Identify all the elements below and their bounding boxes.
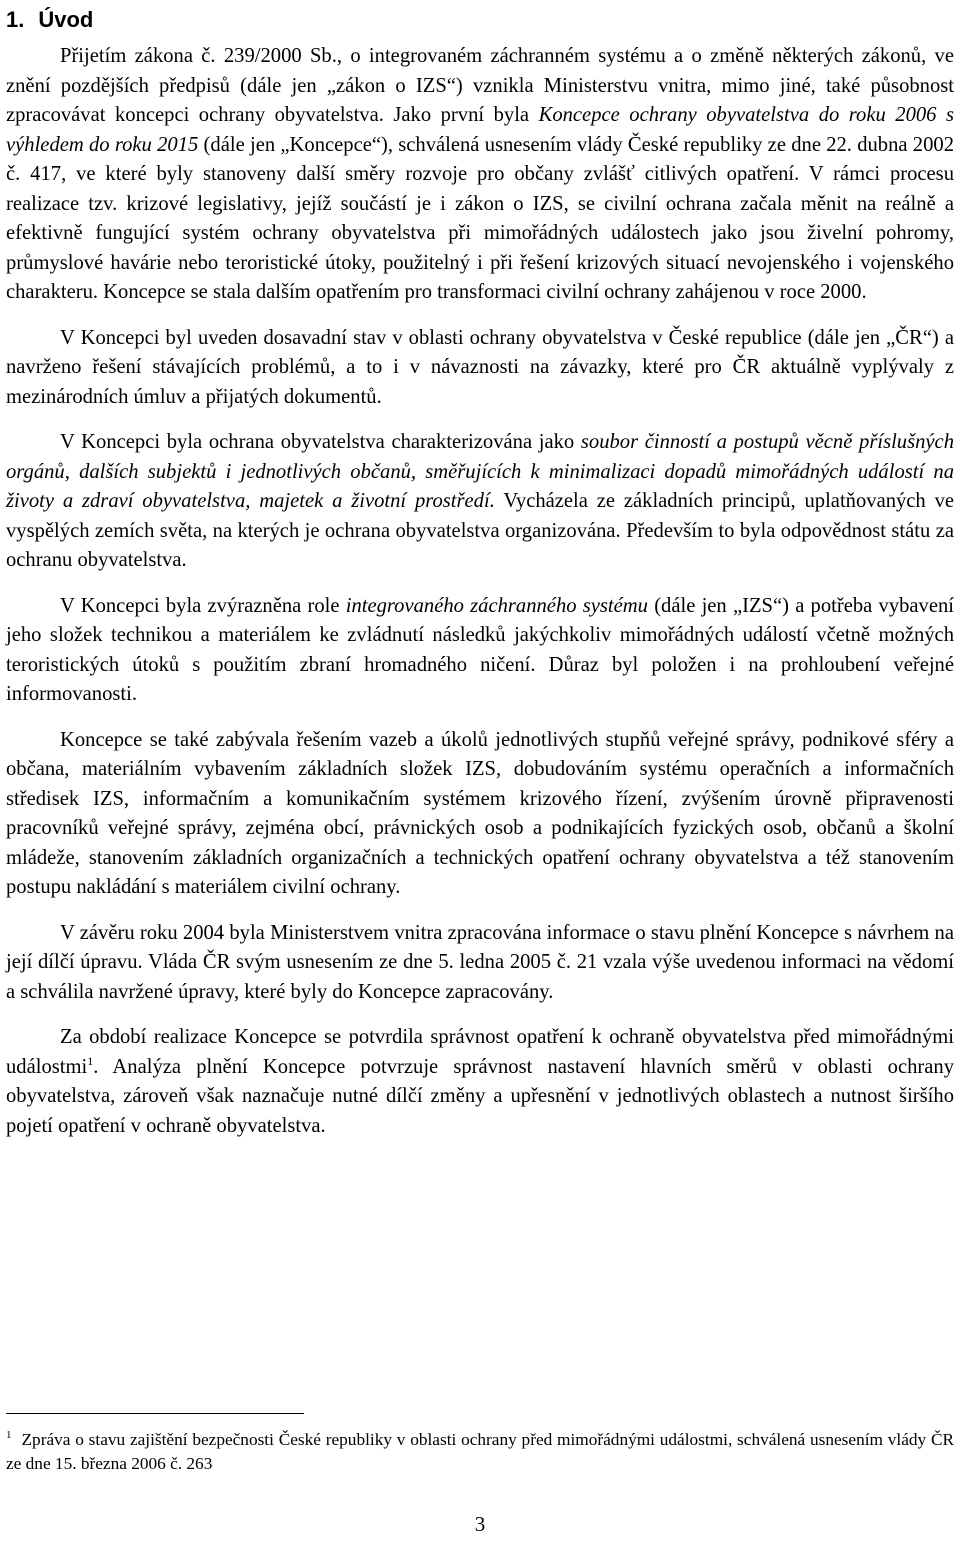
paragraph-1-part-c: krizové legislativy, jejíž součástí je i zákon o IZS, se civilní ochrana začala měnit na reálně a efektivně fungující systém ochrany obyvatelstva při mimořádných událostech jako jsou živelní pohromy, průmyslové havárie nebo teroristické útoky, použitelný i při řešení krizových situací nevojenského i vojenského charakteru. Koncepce se stala dalším opatřením pro transformaci civilní ochrany zahájenou v roce 2000. bbox=[6, 192, 954, 303]
paragraph-1-part-a: Přijetím zákona č. 239/2000 Sb., o integrovaném záchranném systému a o změně některých zákonů, ve znění pozdějších předpisů (dále jen „zákon o IZS“) vznikla Ministerstvu vnitra, mimo jiné, také působnost zpracovávat koncepci ochrany obyvatelstva. bbox=[6, 45, 954, 126]
paragraph-6: V závěru roku 2004 byla Ministerstvem vnitra zpracována informace o stavu plnění Koncepce s návrhem na její dílčí úpravu. Vláda ČR svým usnesením ze dne 5. ledna 2005 č. 21 vzala výše uvedenou informaci na vědomí a schválila navržené úpravy, které byly do Koncepce zapracovány. bbox=[6, 921, 954, 1003]
paragraph-3-definition: soubor činností a postupů věcně příslušných orgánů, dalších subjektů i jednotlivých občanů, směřujících k minimalizaci dopadů mimořádných událostí na životy a zdraví obyvatelstva, majetek a životní prostředí. bbox=[6, 431, 954, 512]
paragraph-3 bbox=[6, 428, 954, 576]
paragraph-7 bbox=[6, 1023, 954, 1141]
section-title: Úvod bbox=[38, 7, 94, 32]
footnote-separator bbox=[6, 1413, 304, 1414]
paragraph-1-concept-title: Koncepce ochrany obyvatelstva do roku 2006 s výhledem do roku 2015 bbox=[6, 104, 954, 156]
page-number: 3 bbox=[474, 1512, 486, 1536]
paragraph-1-part-b-pre: Jako první byla bbox=[383, 104, 539, 126]
paragraph-2: V Koncepci byl uveden dosavadní stav v oblasti ochrany obyvatelstva v České republice (dále jen „ČR“) a navrženo řešení stávajících problémů, a to i v návaznosti na závazky, které pro ČR aktuálně vyplývaly z mezinárodních úmluv a přijatých dokumentů. bbox=[6, 326, 954, 408]
paragraph-5: Koncepce se také zabývala řešením vazeb a úkolů jednotlivých stupňů veřejné správy, podnikové sféry a občana, materiálním vybavením základních složek IZS, dobudováním systému operačních a informačních středisek IZS, informačním a komunikačním systémem krizového řízení, zvýšením úrovně připravenosti pracovníků veřejné správy, zejména obcí, právnických osob a podnikajících fyzických osob, občanů a školní mládeže, stanovením základních organizačních a technických opatření ochrany obyvatelstva a též stanovením postupu nakládání s materiálem civilní ochrany. bbox=[6, 728, 954, 898]
paragraph-4-post: (dále jen „IZS“) a potřeba vybavení jeho složek technikou a materiálem ke zvládnutí následků jakýchkoliv mimořádných událostí včetně možných teroristických útoků s použitím zbraní hromadného ničení. Důraz byl položen i na prohloubení veřejné informovanosti. bbox=[6, 594, 955, 705]
footnote-reference[interactable]: 1 bbox=[87, 1053, 94, 1068]
section-number: 1. bbox=[6, 7, 25, 32]
paragraph-1-part-b-post: (dále jen „Koncepce“), schválená usnesením vlády České republiky ze dne 22. dubna 2002 č. 417, ve které byly stanoveny další směry rozvoje pro občany zvlášť citlivých opatření. V rámci procesu realizace tzv. bbox=[6, 133, 954, 215]
paragraph-4-pre: V Koncepci byla zvýrazněna role bbox=[60, 594, 346, 617]
paragraph-3-post: Vycházela ze základních principů, uplatňovaných ve vyspělých zemích světa, na kterých je ochrana obyvatelstva organizována. Především to byla odpovědnost státu za ochranu obyvatelstva. bbox=[6, 490, 955, 571]
paragraph-1 bbox=[6, 42, 954, 308]
footnote-mark: 1 bbox=[6, 1429, 12, 1442]
paragraph-4 bbox=[6, 592, 954, 710]
paragraph-3-pre: V Koncepci byla ochrana obyvatelstva charakterizována jako bbox=[60, 431, 581, 453]
section-heading bbox=[6, 7, 93, 33]
paragraph-4-izs-term: integrovaného záchranného systému bbox=[345, 594, 648, 617]
paragraph-7-post: . Analýza plnění Koncepce potvrzuje správnost nastavení hlavních směrů v oblasti ochrany obyvatelstva, zároveň však naznačuje nutné dílčí změny a upřesnění v jednotlivých oblastech a nutnost širšího pojetí opatření v ochraně obyvatelstva. bbox=[6, 1055, 954, 1137]
body-text bbox=[6, 42, 954, 1141]
footnote bbox=[6, 1428, 954, 1476]
paragraph-7-pre: Za období realizace Koncepce se potvrdila správnost opatření k ochraně obyvatelstva před mimořádnými událostmi bbox=[6, 1026, 954, 1078]
footnote-text: Zpráva o stavu zajištění bezpečnosti České republiky v oblasti ochrany před mimořádnými událostmi, schválená usnesením vlády ČR ze dne 15. března 2006 č. 263 bbox=[6, 1430, 954, 1473]
